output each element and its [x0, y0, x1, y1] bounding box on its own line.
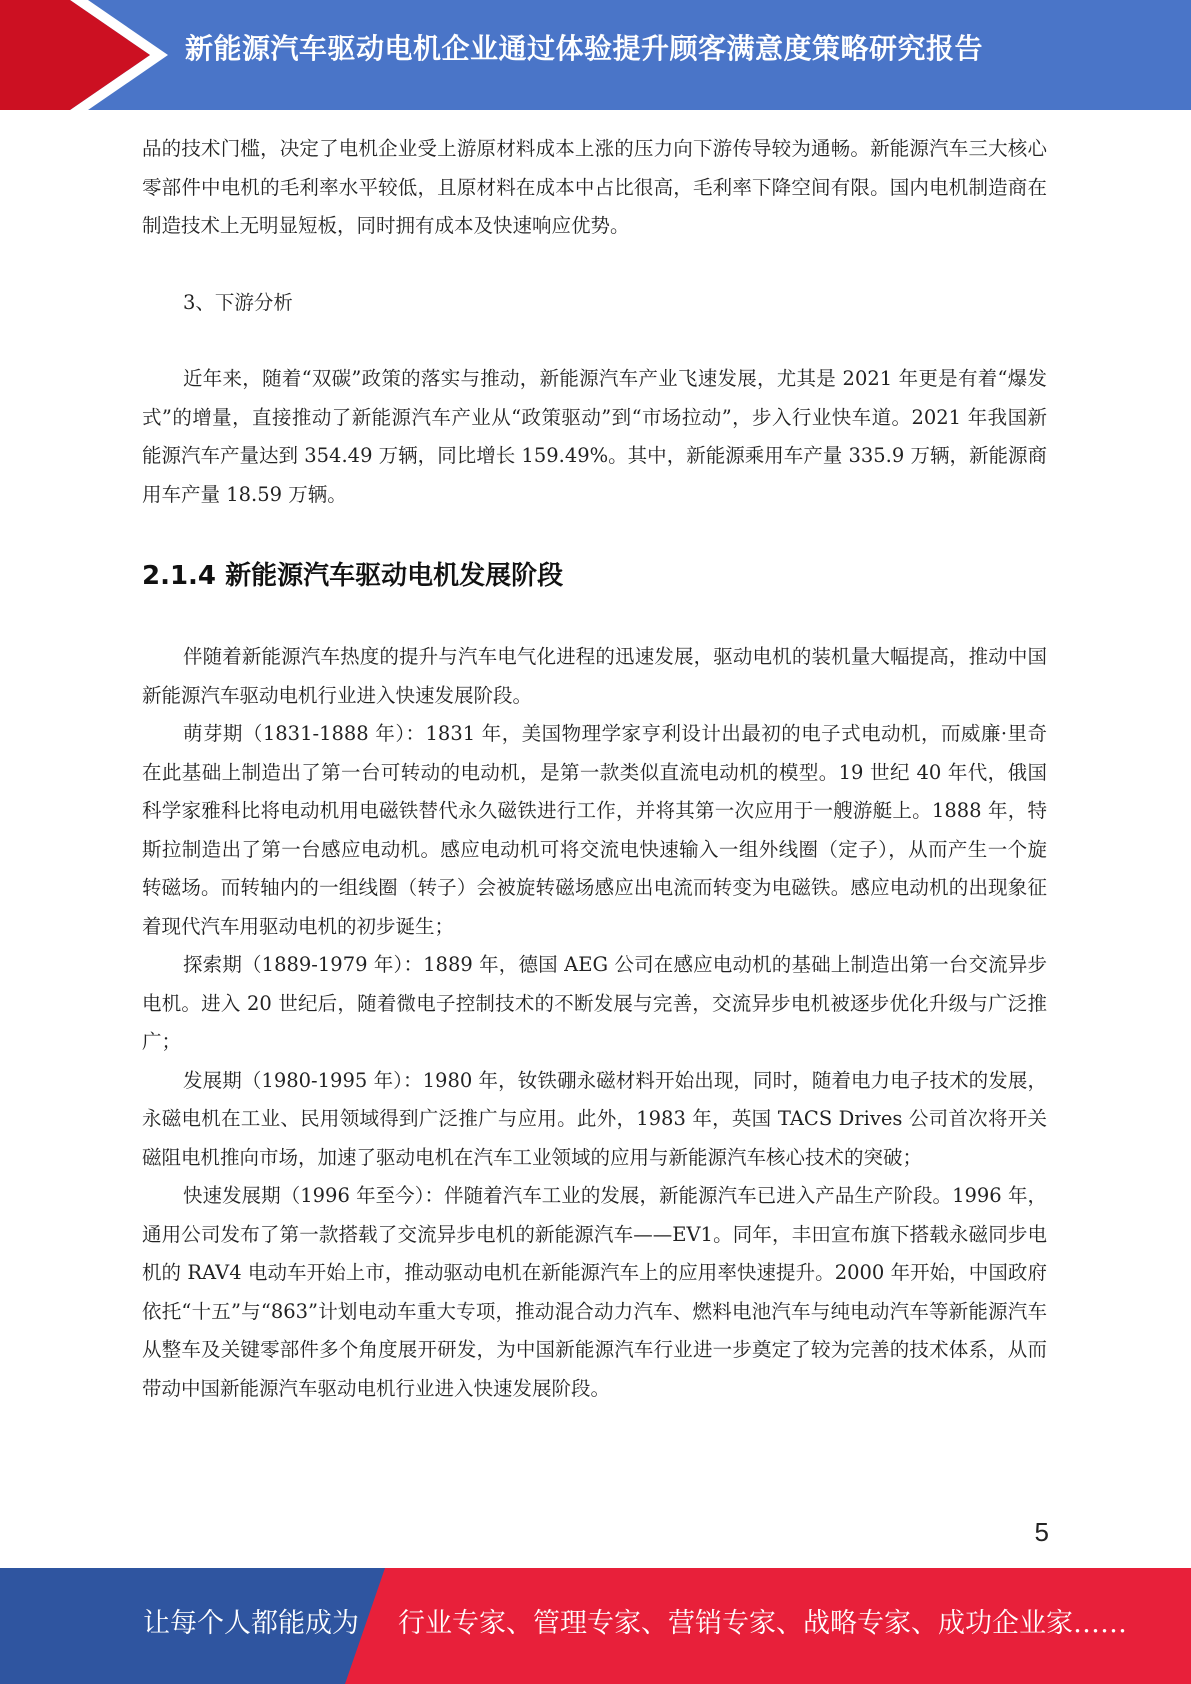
page-header	[0, 0, 1191, 110]
report-title: 新能源汽车驱动电机企业通过体验提升顾客满意度策略研究报告	[185, 32, 984, 65]
footer-slogan-left: 让每个人都能成为	[143, 1608, 359, 1639]
main-content	[142, 130, 1047, 1408]
paragraph-development-stage: 发展期（1980-1995 年）：1980 年，钕铁硼永磁材料开始出现，同时，随着电力电子技术的发展，永磁电机在工业、民用领域得到广泛推广与应用。此外，1983 年，英国 TACS Drives 公司首次将开关磁阻电机推向市场，加速了驱动电机在汽车工业领域的应用与新能源汽车核心技术的突破；	[142, 1068, 1047, 1169]
footer-slogan-right: 行业专家、管理专家、营销专家、战略专家、成功企业家……	[398, 1608, 1127, 1639]
paragraph-downstream: 近年来，随着“双碳”政策的落实与推动，新能源汽车产业飞速发展，尤其是 2021 年更是有着“爆发式”的增量，直接推动了新能源汽车产业从“政策驱动”到“市场拉动”，步入行业快车道。2021 年我国新能源汽车产量达到 354.49 万辆，同比增长 159.49%。其中，新能源乘用车产量 335.9 万辆，新能源商用车产量 18.59 万辆。	[142, 367, 1047, 506]
page-footer	[0, 1568, 1191, 1684]
paragraph-intro: 伴随着新能源汽车热度的提升与汽车电气化进程的迅速发展，驱动电机的装机量大幅提高，推动中国新能源汽车驱动电机行业进入快速发展阶段。	[142, 645, 1047, 707]
subheading-downstream-analysis: 3、下游分析	[183, 290, 293, 314]
paragraph-exploration-stage: 探索期（1889-1979 年）：1889 年，德国 AEG 公司在感应电动机的基础上制造出第一台交流异步电机。进入 20 世纪后，随着微电子控制技术的不断发展与完善，交流异步电机被逐步优化升级与广泛推广；	[142, 953, 1047, 1053]
paragraph-rapid-development-stage: 快速发展期（1996 年至今）：伴随着汽车工业的发展，新能源汽车已进入产品生产阶段。1996 年，通用公司发布了第一款搭载了交流异步电机的新能源汽车——EV1。同年，丰田宣布旗下搭载永磁同步电机的 RAV4 电动车开始上市，推动驱动电机在新能源汽车上的应用率快速提升。2000 年开始，中国政府依托“十五”与“863”计划电动车重大专项，推动混合动力汽车、燃料电池汽车与纯电动汽车等新能源汽车从整车及关键零部件多个角度展开研发，为中国新能源汽车行业进一步奠定了较为完善的技术体系，从而带动中国新能源汽车驱动电机行业进入快速发展阶段。	[142, 1184, 1047, 1400]
section-heading: 2.1.4 新能源汽车驱动电机发展阶段	[142, 561, 564, 591]
paragraph-upstream-continued: 品的技术门槛，决定了电机企业受上游原材料成本上涨的压力向下游传导较为通畅。新能源汽车三大核心零部件中电机的毛利率水平较低，且原材料在成本中占比很高，毛利率下降空间有限。国内电机制造商在制造技术上无明显短板，同时拥有成本及快速响应优势。	[142, 137, 1047, 237]
page-number: 5	[1034, 1517, 1049, 1547]
paragraph-sprout-stage: 萌芽期（1831-1888 年）：1831 年，美国物理学家亨利设计出最初的电子式电动机，而威廉·里奇在此基础上制造出了第一台可转动的电动机，是第一款类似直流电动机的模型。19 世纪 40 年代，俄国科学家雅科比将电动机用电磁铁替代永久磁铁进行工作，并将其第一次应用于一艘游艇上。1888 年，特斯拉制造出了第一台感应电动机。感应电动机可将交流电快速输入一组外线圈（定子），从而产生一个旋转磁场。而转轴内的一组线圈（转子）会被旋转磁场感应出电流而转变为电磁铁。感应电动机的出现象征着现代汽车用驱动电机的初步诞生；	[142, 722, 1047, 938]
